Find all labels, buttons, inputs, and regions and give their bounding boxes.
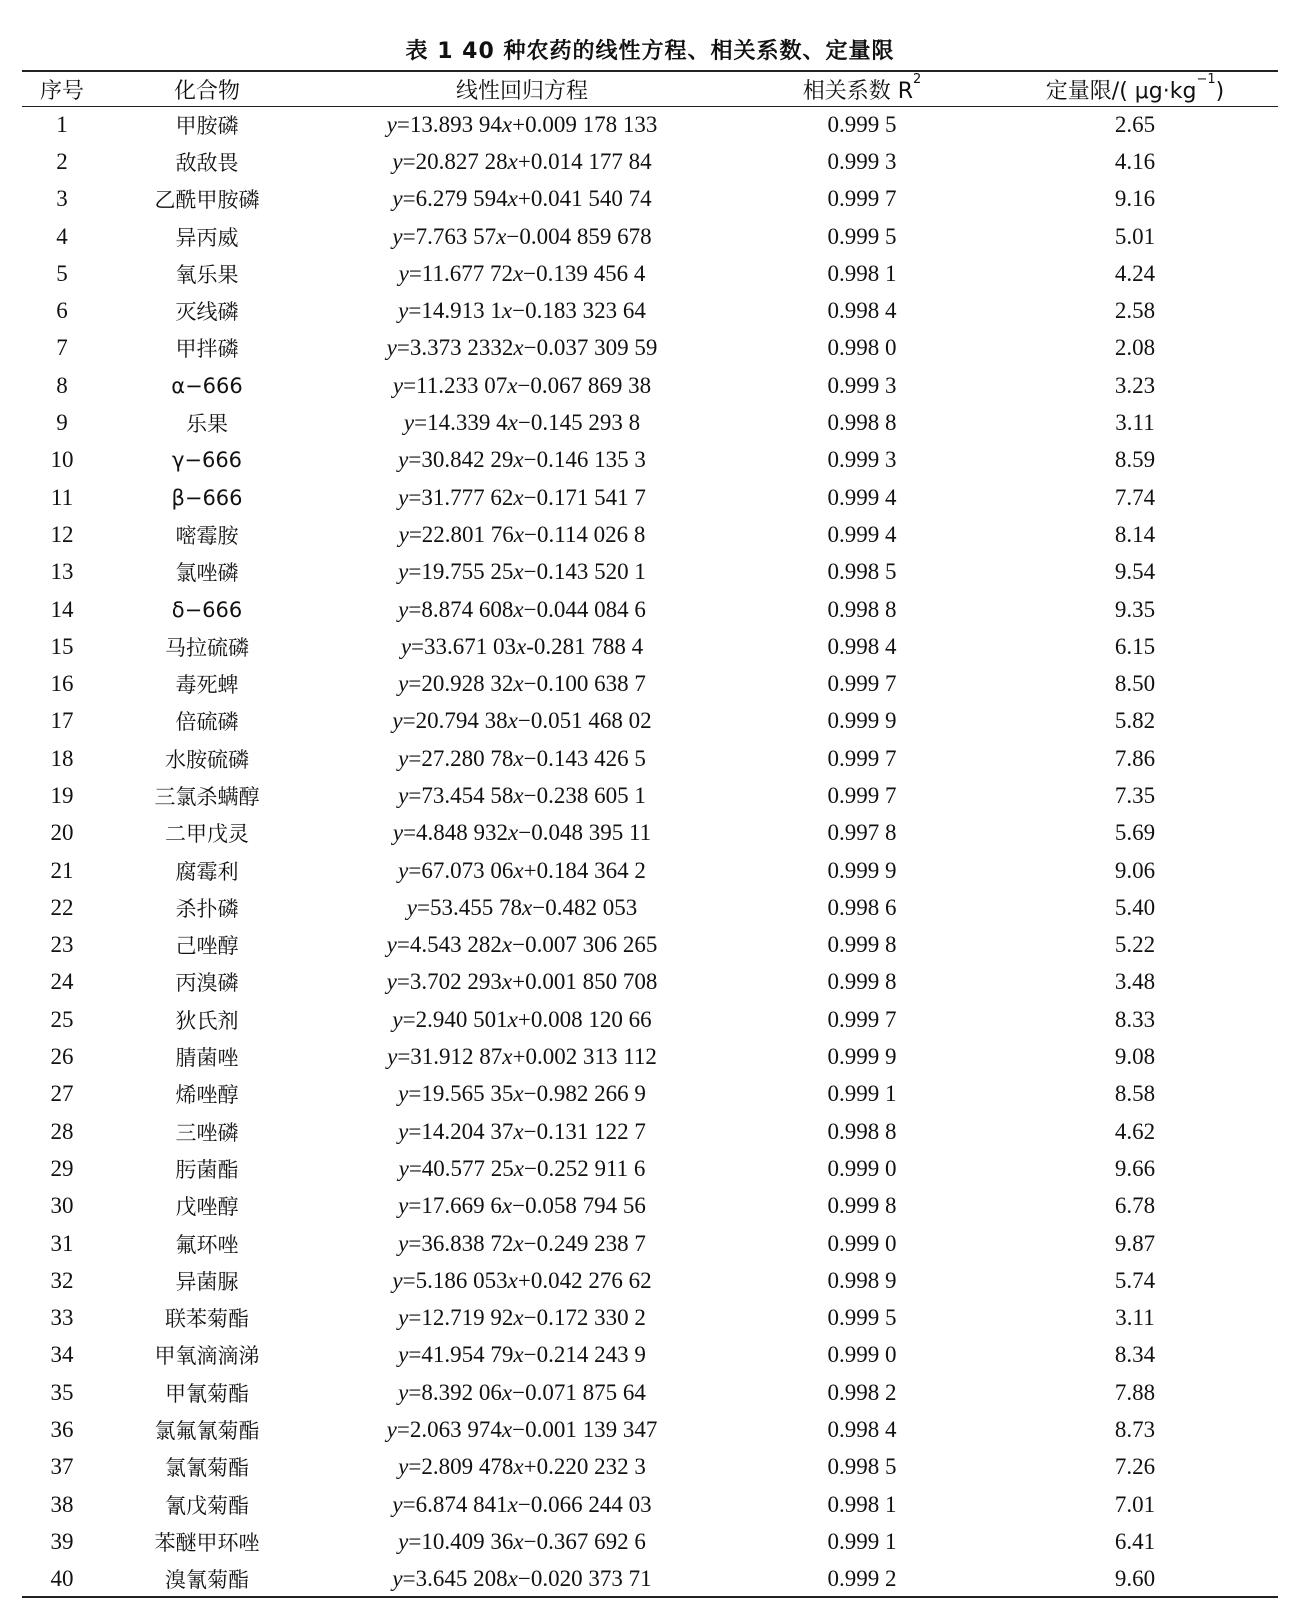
table-row xyxy=(22,404,1278,441)
cell-compound: 三氯杀螨醇 xyxy=(154,784,260,809)
cell-loq: 9.08 xyxy=(1114,1044,1156,1070)
cell-equation: y=13.893 94x+0.009 178 133 xyxy=(386,111,658,137)
cell-r2: 0.999 1 xyxy=(827,1081,897,1107)
cell-equation: y=8.874 608x−0.044 084 6 xyxy=(398,596,646,622)
table-row xyxy=(22,927,1278,964)
cell-no: 23 xyxy=(50,932,74,958)
header-r2 xyxy=(732,72,992,106)
cell-equation: y=10.409 36x−0.367 692 6 xyxy=(398,1528,646,1554)
cell-compound: 丙溴磷 xyxy=(175,971,239,996)
cell-no: 13 xyxy=(50,559,74,585)
cell-no: 28 xyxy=(50,1118,74,1144)
pesticide-table xyxy=(22,72,1278,1598)
cell-equation: y=22.801 76x−0.114 026 8 xyxy=(398,521,646,547)
header-loq-sup: −1 xyxy=(1196,71,1216,87)
table-row xyxy=(22,740,1278,777)
cell-loq: 9.66 xyxy=(1114,1155,1156,1181)
cell-equation: y=2.940 501x+0.008 120 66 xyxy=(392,1006,652,1032)
cell-loq: 4.24 xyxy=(1114,260,1156,286)
cell-no: 30 xyxy=(50,1193,74,1219)
cell-compound: 嘧霉胺 xyxy=(175,523,239,548)
cell-no: 33 xyxy=(50,1305,74,1331)
cell-loq: 6.15 xyxy=(1114,633,1156,659)
cell-equation: y=3.702 293x+0.001 850 708 xyxy=(386,969,658,995)
cell-no: 2 xyxy=(56,148,68,174)
table-caption: 表 1 40 种农药的线性方程、相关系数、定量限 xyxy=(405,39,895,64)
cell-loq: 3.48 xyxy=(1114,969,1156,995)
cell-no: 14 xyxy=(50,596,74,622)
cell-r2: 0.999 0 xyxy=(827,1155,897,1181)
cell-r2: 0.999 7 xyxy=(827,782,897,808)
cell-loq: 5.69 xyxy=(1114,820,1156,846)
cell-compound: 氧乐果 xyxy=(175,262,239,287)
cell-compound: 氯唑磷 xyxy=(175,561,239,586)
table-row xyxy=(22,1449,1278,1486)
table-row xyxy=(22,181,1278,218)
cell-no: 1 xyxy=(56,111,68,137)
table-row xyxy=(22,1188,1278,1225)
table-row xyxy=(22,255,1278,292)
table-row xyxy=(22,889,1278,926)
cell-equation: y=31.777 62x−0.171 541 7 xyxy=(398,484,646,510)
cell-loq: 2.08 xyxy=(1114,335,1156,361)
table-row xyxy=(22,1300,1278,1337)
table-row xyxy=(22,1411,1278,1448)
table-row xyxy=(22,292,1278,329)
cell-compound: α−666 xyxy=(171,373,243,398)
cell-no: 25 xyxy=(50,1006,74,1032)
cell-compound: 溴氰菊酯 xyxy=(165,1568,249,1593)
cell-loq: 9.06 xyxy=(1114,857,1156,883)
cell-no: 35 xyxy=(50,1379,74,1405)
cell-compound: 倍硫磷 xyxy=(175,710,239,735)
cell-compound: 联苯菊酯 xyxy=(165,1307,249,1332)
table-row xyxy=(22,106,1278,143)
table-row xyxy=(22,1561,1278,1598)
table-row xyxy=(22,964,1278,1001)
cell-no: 7 xyxy=(56,335,68,361)
cell-compound: 毒死蜱 xyxy=(175,673,239,698)
cell-equation: y=6.279 594x+0.041 540 74 xyxy=(392,186,652,212)
cell-loq: 8.73 xyxy=(1114,1417,1156,1443)
cell-no: 32 xyxy=(50,1267,74,1293)
cell-no: 39 xyxy=(50,1528,74,1554)
cell-compound: 甲胺磷 xyxy=(175,113,239,138)
cell-no: 10 xyxy=(50,447,74,473)
table-row xyxy=(22,665,1278,702)
cell-equation: y=20.928 32x−0.100 638 7 xyxy=(398,671,646,697)
cell-r2: 0.999 5 xyxy=(827,223,897,249)
cell-r2: 0.999 4 xyxy=(827,484,897,510)
cell-equation: y=8.392 06x−0.071 875 64 xyxy=(398,1379,646,1405)
cell-compound: 苯醚甲环唑 xyxy=(154,1530,260,1555)
header-r2-text: 相关系数 R xyxy=(802,78,913,104)
cell-equation: y=14.913 1x−0.183 323 64 xyxy=(398,298,646,324)
cell-no: 19 xyxy=(50,782,74,808)
cell-equation: y=3.645 208x−0.020 373 71 xyxy=(392,1566,652,1592)
table-row xyxy=(22,1076,1278,1113)
cell-no: 24 xyxy=(50,969,74,995)
cell-compound: γ−666 xyxy=(171,448,243,473)
cell-r2: 0.998 9 xyxy=(827,1267,897,1293)
cell-loq: 4.62 xyxy=(1114,1118,1156,1144)
header-no: 序号 xyxy=(39,78,84,104)
table-row xyxy=(22,1001,1278,1038)
table-row xyxy=(22,815,1278,852)
cell-no: 12 xyxy=(50,521,74,547)
table-row xyxy=(22,218,1278,255)
cell-r2: 0.998 1 xyxy=(827,1491,897,1517)
cell-loq: 9.54 xyxy=(1114,559,1156,585)
cell-loq: 3.23 xyxy=(1114,372,1156,398)
cell-r2: 0.999 0 xyxy=(827,1230,897,1256)
cell-loq: 5.01 xyxy=(1114,223,1156,249)
cell-loq: 7.01 xyxy=(1114,1491,1156,1517)
table-row xyxy=(22,628,1278,665)
cell-no: 36 xyxy=(50,1417,74,1443)
cell-equation: y=7.763 57x−0.004 859 678 xyxy=(392,223,652,249)
cell-no: 18 xyxy=(50,745,74,771)
cell-r2: 0.999 8 xyxy=(827,932,897,958)
cell-compound: 氟环唑 xyxy=(175,1232,239,1257)
cell-compound: 杀扑磷 xyxy=(175,896,239,921)
cell-no: 22 xyxy=(50,894,74,920)
cell-compound: 乐果 xyxy=(186,412,228,437)
cell-equation: y=19.755 25x−0.143 520 1 xyxy=(398,559,646,585)
cell-r2: 0.998 4 xyxy=(827,1417,897,1443)
header-row xyxy=(22,72,1278,106)
table-row xyxy=(22,143,1278,180)
cell-compound: 腈菌唑 xyxy=(175,1046,239,1071)
cell-r2: 0.998 6 xyxy=(827,894,897,920)
cell-loq: 5.22 xyxy=(1114,932,1156,958)
cell-compound: 水胺硫磷 xyxy=(165,747,249,772)
cell-equation: y=11.233 07x−0.067 869 38 xyxy=(392,372,652,398)
table-row xyxy=(22,777,1278,814)
cell-r2: 0.998 4 xyxy=(827,633,897,659)
cell-equation: y=73.454 58x−0.238 605 1 xyxy=(398,782,646,808)
table-row xyxy=(22,367,1278,404)
table-row xyxy=(22,703,1278,740)
cell-compound: 甲氰菊酯 xyxy=(165,1381,249,1406)
cell-equation: y=12.719 92x−0.172 330 2 xyxy=(398,1305,646,1331)
cell-r2: 0.999 1 xyxy=(827,1528,897,1554)
cell-r2: 0.999 7 xyxy=(827,186,897,212)
cell-r2: 0.999 7 xyxy=(827,745,897,771)
cell-no: 26 xyxy=(50,1044,74,1070)
cell-no: 3 xyxy=(56,186,68,212)
cell-equation: y=20.827 28x+0.014 177 84 xyxy=(392,148,652,174)
cell-loq: 7.86 xyxy=(1114,745,1156,771)
cell-loq: 8.33 xyxy=(1114,1006,1156,1032)
cell-no: 5 xyxy=(56,260,68,286)
cell-compound: 异菌脲 xyxy=(175,1269,239,1294)
cell-r2: 0.998 5 xyxy=(827,1454,897,1480)
table-row xyxy=(22,1038,1278,1075)
cell-equation: y=11.677 72x−0.139 456 4 xyxy=(398,260,646,286)
table-row xyxy=(22,1337,1278,1374)
cell-no: 27 xyxy=(50,1081,74,1107)
cell-no: 4 xyxy=(56,223,68,249)
table-row xyxy=(22,1374,1278,1411)
cell-equation: y=19.565 35x−0.982 266 9 xyxy=(398,1081,646,1107)
cell-loq: 8.50 xyxy=(1114,671,1156,697)
cell-r2: 0.998 8 xyxy=(827,1118,897,1144)
cell-r2: 0.999 3 xyxy=(827,447,897,473)
cell-loq: 7.35 xyxy=(1114,782,1156,808)
cell-no: 31 xyxy=(50,1230,74,1256)
header-equation: 线性回归方程 xyxy=(455,78,588,104)
cell-r2: 0.999 7 xyxy=(827,1006,897,1032)
cell-no: 16 xyxy=(50,671,74,697)
table-row xyxy=(22,1486,1278,1523)
cell-compound: 三唑磷 xyxy=(175,1120,239,1145)
cell-no: 21 xyxy=(50,857,74,883)
cell-no: 15 xyxy=(50,633,74,659)
cell-compound: 异丙威 xyxy=(175,225,239,250)
cell-no: 29 xyxy=(50,1155,74,1181)
cell-compound: 己唑醇 xyxy=(175,934,239,959)
cell-loq: 7.88 xyxy=(1114,1379,1156,1405)
cell-equation: y=41.954 79x−0.214 243 9 xyxy=(398,1342,646,1368)
cell-r2: 0.999 7 xyxy=(827,671,897,697)
cell-compound: 狄氏剂 xyxy=(175,1008,239,1033)
cell-compound: 敌敌畏 xyxy=(175,150,239,175)
cell-r2: 0.998 0 xyxy=(827,335,897,361)
cell-r2: 0.999 9 xyxy=(827,708,897,734)
cell-compound: 戊唑醇 xyxy=(175,1195,239,1220)
table-row xyxy=(22,479,1278,516)
table-row xyxy=(22,1262,1278,1299)
cell-compound: 氰戊菊酯 xyxy=(165,1493,249,1518)
cell-r2: 0.998 1 xyxy=(827,260,897,286)
cell-compound: 腐霉利 xyxy=(175,859,239,884)
cell-r2: 0.998 4 xyxy=(827,298,897,324)
cell-equation: y=33.671 03x-0.281 788 4 xyxy=(400,633,644,659)
cell-compound: 烯唑醇 xyxy=(175,1083,239,1108)
cell-compound: 二甲戊灵 xyxy=(165,822,249,847)
cell-r2: 0.998 8 xyxy=(827,596,897,622)
table-row xyxy=(22,1225,1278,1262)
cell-equation: y=14.339 4x−0.145 293 8 xyxy=(403,410,641,436)
table-row xyxy=(22,442,1278,479)
cell-no: 17 xyxy=(50,708,74,734)
cell-loq: 8.14 xyxy=(1114,521,1156,547)
cell-equation: y=67.073 06x+0.184 364 2 xyxy=(398,857,646,883)
cell-equation: y=2.063 974x−0.001 139 347 xyxy=(386,1417,658,1443)
cell-compound: 灭线磷 xyxy=(175,300,239,325)
cell-compound: β−666 xyxy=(171,485,243,510)
header-r2-sup: 2 xyxy=(913,71,922,87)
cell-compound: 甲拌磷 xyxy=(175,337,239,362)
cell-r2: 0.998 5 xyxy=(827,559,897,585)
cell-r2: 0.998 2 xyxy=(827,1379,897,1405)
table-row xyxy=(22,1113,1278,1150)
cell-loq: 2.65 xyxy=(1114,111,1156,137)
cell-loq: 6.41 xyxy=(1114,1528,1156,1554)
cell-equation: y=17.669 6x−0.058 794 56 xyxy=(398,1193,646,1219)
table-row xyxy=(22,591,1278,628)
cell-equation: y=27.280 78x−0.143 426 5 xyxy=(398,745,646,771)
cell-equation: y=4.543 282x−0.007 306 265 xyxy=(386,932,658,958)
header-loq-text: 定量限/( μg·kg xyxy=(1045,78,1197,104)
cell-compound: 肟菌酯 xyxy=(175,1157,239,1182)
cell-equation: y=31.912 87x+0.002 313 112 xyxy=(387,1044,657,1070)
cell-no: 34 xyxy=(50,1342,74,1368)
cell-no: 8 xyxy=(56,372,68,398)
cell-r2: 0.999 5 xyxy=(827,1305,897,1331)
cell-loq: 7.26 xyxy=(1114,1454,1156,1480)
cell-r2: 0.999 9 xyxy=(827,857,897,883)
cell-loq: 3.11 xyxy=(1115,410,1155,436)
cell-equation: y=4.848 932x−0.048 395 11 xyxy=(392,820,652,846)
cell-no: 40 xyxy=(50,1566,74,1592)
cell-loq: 4.16 xyxy=(1114,148,1156,174)
cell-compound: δ−666 xyxy=(171,597,243,622)
cell-loq: 9.60 xyxy=(1114,1566,1156,1592)
cell-equation: y=53.455 78x−0.482 053 xyxy=(406,894,638,920)
cell-r2: 0.997 8 xyxy=(827,820,897,846)
header-loq-suffix: ) xyxy=(1215,78,1225,104)
table-row xyxy=(22,1523,1278,1560)
cell-r2: 0.999 8 xyxy=(827,1193,897,1219)
cell-equation: y=2.809 478x+0.220 232 3 xyxy=(398,1454,646,1480)
cell-r2: 0.999 9 xyxy=(827,1044,897,1070)
cell-equation: y=3.373 2332x−0.037 309 59 xyxy=(386,335,658,361)
header-loq xyxy=(992,72,1278,106)
cell-no: 11 xyxy=(50,484,74,510)
cell-loq: 2.58 xyxy=(1114,298,1156,324)
cell-r2: 0.999 8 xyxy=(827,969,897,995)
cell-loq: 8.59 xyxy=(1114,447,1156,473)
cell-r2: 0.999 2 xyxy=(827,1566,897,1592)
cell-no: 38 xyxy=(50,1491,74,1517)
cell-loq: 9.16 xyxy=(1114,186,1156,212)
cell-loq: 3.11 xyxy=(1115,1305,1155,1331)
cell-r2: 0.999 3 xyxy=(827,148,897,174)
cell-no: 6 xyxy=(56,298,68,324)
cell-no: 9 xyxy=(56,410,68,436)
cell-loq: 7.74 xyxy=(1114,484,1156,510)
cell-loq: 5.82 xyxy=(1114,708,1156,734)
cell-equation: y=36.838 72x−0.249 238 7 xyxy=(398,1230,646,1256)
cell-loq: 6.78 xyxy=(1114,1193,1156,1219)
cell-r2: 0.998 8 xyxy=(827,410,897,436)
cell-equation: y=20.794 38x−0.051 468 02 xyxy=(392,708,652,734)
cell-equation: y=5.186 053x+0.042 276 62 xyxy=(392,1267,652,1293)
cell-no: 20 xyxy=(50,820,74,846)
cell-loq: 9.87 xyxy=(1114,1230,1156,1256)
cell-loq: 8.34 xyxy=(1114,1342,1156,1368)
cell-equation: y=6.874 841x−0.066 244 03 xyxy=(392,1491,652,1517)
header-compound: 化合物 xyxy=(173,78,240,104)
cell-r2: 0.999 0 xyxy=(827,1342,897,1368)
cell-compound: 乙酰甲胺磷 xyxy=(154,188,260,213)
table-row xyxy=(22,554,1278,591)
table-row xyxy=(22,1150,1278,1187)
cell-loq: 9.35 xyxy=(1114,596,1156,622)
cell-r2: 0.999 4 xyxy=(827,521,897,547)
cell-compound: 氯氟氰菊酯 xyxy=(154,1419,260,1444)
table-row xyxy=(22,330,1278,367)
cell-loq: 5.74 xyxy=(1114,1267,1156,1293)
cell-equation: y=30.842 29x−0.146 135 3 xyxy=(398,447,646,473)
cell-compound: 甲氧滴滴涕 xyxy=(154,1344,260,1369)
cell-loq: 8.58 xyxy=(1114,1081,1156,1107)
table-row xyxy=(22,516,1278,553)
cell-equation: y=14.204 37x−0.131 122 7 xyxy=(398,1118,646,1144)
table-body xyxy=(22,106,1278,1598)
table-row xyxy=(22,852,1278,889)
cell-no: 37 xyxy=(50,1454,74,1480)
cell-compound: 氯氰菊酯 xyxy=(165,1456,249,1481)
cell-equation: y=40.577 25x−0.252 911 6 xyxy=(398,1155,646,1181)
cell-loq: 5.40 xyxy=(1114,894,1156,920)
cell-r2: 0.999 3 xyxy=(827,372,897,398)
cell-r2: 0.999 5 xyxy=(827,111,897,137)
cell-compound: 马拉硫磷 xyxy=(165,635,249,660)
